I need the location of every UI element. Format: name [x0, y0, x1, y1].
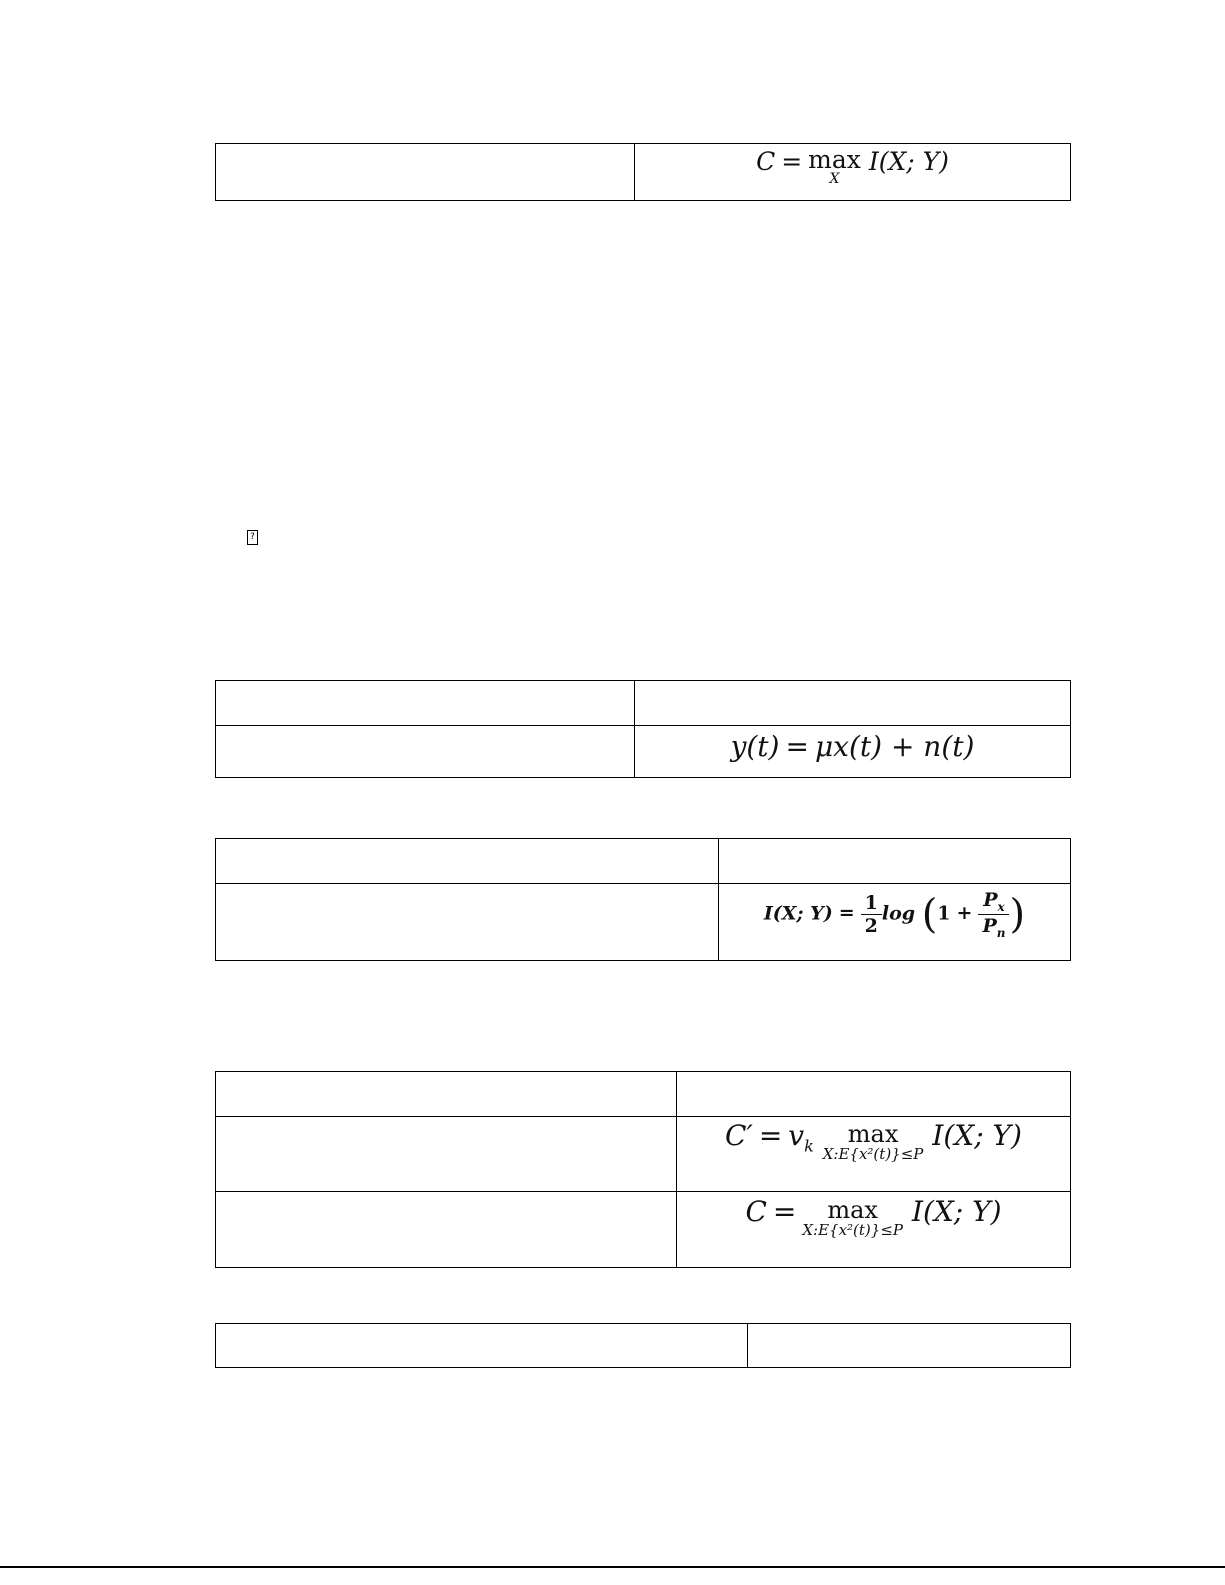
- table-cell-empty: [677, 1072, 1071, 1117]
- table-cell-empty: [216, 1072, 677, 1117]
- table-cell-empty: [748, 1324, 1071, 1368]
- table-cell-empty: [635, 681, 1071, 726]
- max-operator: max X:E{x²(t)}≤P: [802, 1196, 903, 1239]
- max-operator: max X: [808, 145, 861, 187]
- table-cell-empty: [216, 839, 719, 884]
- formula-mutual-information: I(X; Y) = $\frac{1}{2}$ log (1 + $\frac{P_x}{P_n}$ ): [719, 884, 1071, 961]
- formula-channel: y(t) = μx(t) + n(t): [635, 726, 1071, 778]
- table-cell-empty: [216, 726, 635, 778]
- table-cell-empty: [216, 884, 719, 961]
- missing-glyph-box: ?: [247, 530, 258, 545]
- table-cell-empty: [216, 1324, 748, 1368]
- table-mutual-information: [215, 838, 1071, 961]
- formula-capacity-scaled: $C' = v_k$ max X:E{x²(t)}≤P I(X; Y): [677, 1117, 1071, 1192]
- fraction-power-ratio: $\frac{P_x}{P_n}$: [978, 889, 1009, 940]
- page-bottom-rule: [0, 1566, 1225, 1568]
- table-cell-empty: [216, 681, 635, 726]
- max-operator: max X:E{x²(t)}≤P: [822, 1120, 924, 1163]
- table-cell-empty: [719, 839, 1071, 884]
- table-cell-empty: [216, 144, 635, 201]
- table-cell-empty: [216, 1192, 677, 1268]
- table-capacity-constrained: [215, 1071, 1071, 1268]
- table-cell-empty: [216, 1117, 677, 1192]
- table-empty: [215, 1323, 1071, 1368]
- table-capacity: [215, 143, 1071, 201]
- fraction-one-half: $\frac{1}{2}$: [861, 892, 882, 937]
- table-channel-model: [215, 680, 1071, 778]
- formula-capacity: C = max X I(X; Y): [635, 144, 1071, 201]
- formula-capacity-constrained: C = max X:E{x²(t)}≤P I(X; Y): [677, 1192, 1071, 1268]
